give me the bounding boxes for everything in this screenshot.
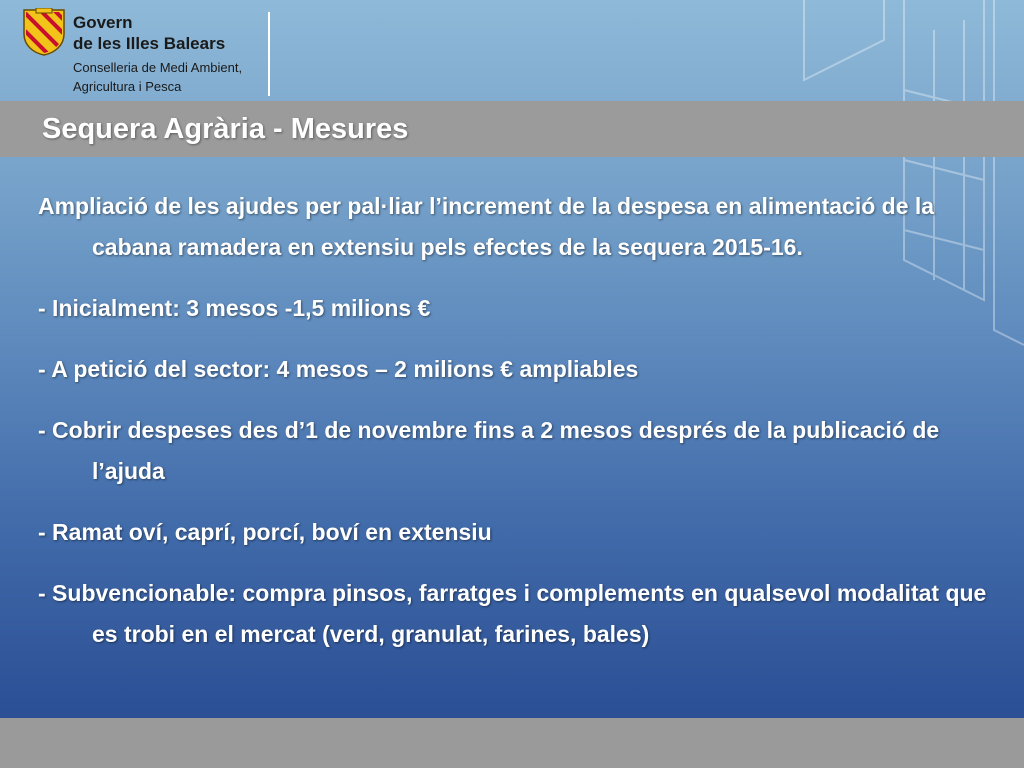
slide-title: Sequera Agrària - Mesures (42, 113, 409, 145)
organization-name-line2: de les Illes Balears (73, 34, 226, 53)
coat-of-arms-icon (22, 8, 66, 56)
department-name (73, 58, 242, 96)
bullet-cover-expenses: - Cobrir despeses des d’1 de novembre fins a 2 mesos després de la publicació de l’ajuda (38, 417, 940, 484)
bullet-sector-request: - A petició del sector: 4 mesos – 2 milions € ampliables (38, 356, 639, 382)
bullet-initial: - Inicialment: 3 mesos -1,5 milions € (38, 295, 431, 321)
bullet-subsidizable: - Subvencionable: compra pinsos, farratges i complements en qualsevol modalitat que es trobi en el mercat (verd, granulat, farines, bales) (38, 580, 987, 647)
paragraph-intro: Ampliació de les ajudes per pal·liar l’increment de la despesa en alimentació de la cabana ramadera en extensiu pels efectes de la sequera 2015-16. (38, 193, 935, 260)
department-name-line1: Conselleria de Medi Ambient, (73, 60, 243, 75)
bullet-livestock: - Ramat oví, caprí, porcí, boví en extensiu (38, 519, 492, 545)
department-name-line2: Agricultura i Pesca (73, 79, 182, 94)
footer-bar (0, 718, 1024, 768)
header (0, 0, 1024, 101)
slide-content (38, 186, 988, 675)
organization-name (73, 12, 225, 54)
title-bar (0, 101, 1024, 157)
organization-name-line1: Govern (73, 13, 133, 32)
header-divider (268, 12, 270, 96)
